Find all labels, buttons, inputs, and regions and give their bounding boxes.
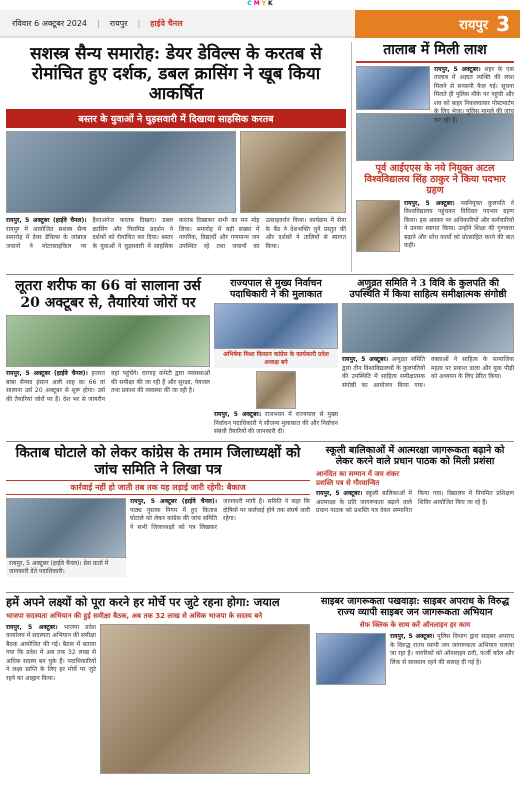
parade-photo <box>6 131 236 213</box>
cmyk-k: K <box>268 0 273 7</box>
committee-body <box>342 356 514 432</box>
scam-headline: किताब घोटाले को लेकर कांग्रेस के तमाम जिलाध्यक्षों को जांच समिति ने लिखा पत्र <box>15 445 301 478</box>
side-mid-body-text: नवनियुक्त कुलपति ने विश्वविद्यालय पहुंचकर विधिवत पदभार ग्रहण किया। इस अवसर पर अधिकारियों और कर्मचारियों ने उनका स्वागत किया। उन्होंने शिक्षा की गुणवत्ता बढ़ाने और शोध कार्यों को प्रोत्साहित करने की बात कही। <box>404 199 514 250</box>
promise-subhead: भाजपा सदस्यता अभियान की हुई समीक्षा बैठक, अब तक 32 लाख से अधिक भाजपा के सदस्य बने <box>6 611 263 620</box>
header-right <box>355 10 520 38</box>
cyber-body <box>390 633 514 773</box>
side-story-top <box>356 42 514 160</box>
urs-dateline: रायपुर, 5 अक्टूबर (हाईवे चैनल)। <box>6 370 88 378</box>
scam-dateline: रायपुर, 5 अक्टूबर (हाईवे चैनल)। <box>130 498 217 506</box>
governor-body-text: राजभवन में राज्यपाल से मुख्य निर्वाचन पदाधिकारी ने सौजन्य मुलाकात की और निर्वाचन संबंधी तैयारियों की जानकारी दी। <box>214 411 338 436</box>
lead-headline: सशस्त्र सैन्य समारोह: डेयर डेविल्स के करतब से रोमांचित हुए दर्शक, डबल क्रासिंग ने खूब किया आकर्षित <box>30 44 322 105</box>
appointee-portrait <box>256 371 296 409</box>
scam-subhead: कार्रवाई नहीं हो जाती तब तक यह लड़ाई जारी रहेगी: बैकाज <box>6 480 310 495</box>
city-name: रायपुर <box>459 18 489 33</box>
newspaper-brand: हाईवे चैनल <box>150 18 183 28</box>
governor-caption: अभिषेक मिश्रा किसान कांग्रेस के कार्यकारी प्रदेश अध्यक्ष बने <box>214 349 338 368</box>
promise-dateline: रायपुर, 5 अक्टूबर। <box>6 623 58 631</box>
scam-body <box>130 498 310 582</box>
school-headline: स्कूली बालिकाओं में आत्मरक्षा जागरूकता बढ़ाने को लेकर करने वाले प्रधान पाठक को मिली प्रशंसा <box>325 445 505 468</box>
horse-rider-photo <box>240 131 346 213</box>
story-governor <box>214 278 338 438</box>
cyber-headline: साइबर जागरूकता पखवाड़ा: साइबर अपराध के विरुद्ध राज्य व्यापी साइबर जन जागरूकता अभियान <box>320 596 510 619</box>
section-divider <box>6 592 514 593</box>
side-mid-headline: पूर्व आईएएस के नये नियुक्त अटल विश्वविद्यालय सिंह ठाकुर ने किया पदभार ग्रहण <box>364 163 506 197</box>
governor-dateline: रायपुर, 5 अक्टूबर। <box>214 411 261 419</box>
scam-body-text: पाठ्य पुस्तक निगम में हुए किताब घोटाले को लेकर कांग्रेस की जांच समिति ने सभी जिलाध्यक्षों को पत्र लिखकर जानकारी मांगी है। समिति ने कहा कि दोषियों पर कार्रवाई होने तक संघर्ष जारी रहेगा। <box>130 498 310 531</box>
committee-photo <box>342 303 514 353</box>
cyber-dateline: रायपुर, 5 अक्टूबर। <box>390 633 435 641</box>
cmyk-y: Y <box>261 0 267 7</box>
story-scam <box>6 445 310 589</box>
pond-photo <box>356 66 430 110</box>
side-story-mid <box>356 163 514 271</box>
urs-headline: लूतरा शरीफ का 66 वां सालाना उर्स 20 अक्टूबर से, तैयारियां जोरों पर <box>15 278 201 311</box>
separator-icon: | <box>137 18 141 28</box>
story-school <box>316 445 514 589</box>
school-body <box>316 490 514 578</box>
cmyk-m: M <box>253 0 260 7</box>
column-divider <box>351 42 352 272</box>
side-top-headline: तालाब में मिली लाश <box>356 42 514 63</box>
committee-body-text: अणुव्रत समिति द्वारा तीन विश्वविद्यालयों के कुलपतियों की उपस्थिति में साहित्य समीक्षात्मक संगोष्ठी का आयोजन किया गया। वक्ताओं ने साहित्य के सामाजिक महत्व पर प्रकाश डाला और युवा पीढ़ी को अध्ययन के लिए प्रेरित किया। <box>342 356 514 389</box>
school-subhead-2: प्रशस्ति पत्र से गौरवान्वित <box>316 479 380 488</box>
side-top-body <box>434 65 514 124</box>
edition-name: रायपुर <box>109 18 128 28</box>
lead-body-text: रायपुर में आयोजित सशस्त्र सैन्य समारोह में डेयर डेविल्स के जांबाज जवानों ने मोटरसाइकिल पर हैरतअंगेज करतब दिखाए। डबल क्रासिंग और पिरामिड प्रदर्शन ने दर्शकों को रोमांचित कर दिया। बस्तर के युवाओं ने घुड़सवारी में साहसिक करतब दिखाकर सभी का मन मोह लिया। समारोह में बड़ी संख्या में नागरिक, विद्यार्थी और गणमान्य जन उपस्थित रहे तथा जवानों का उत्साहवर्धन किया। कार्यक्रम में सेना के बैंड ने देशभक्ति धुनें प्रस्तुत कीं और दर्शकों ने तालियों से स्वागत किया। <box>6 217 346 250</box>
lead-banner: बस्तर के युवाओं ने घुड़सवारी में दिखाया साहसिक करतब <box>6 109 346 128</box>
urs-body-text: हजरत बाबा सैय्यद इंसान अली शाह का 66 वां सालाना उर्स 20 अक्टूबर से शुरू होगा। उर्स की तैयारियां जोरों पर हैं। देश भर से जायरीन यहां पहुंचेंगे। दरगाह कमेटी द्वारा व्यवस्थाओं की समीक्षा की जा रही है और सुरक्षा, पेयजल तथा प्रकाश की व्यवस्था की जा रही है। <box>6 370 210 403</box>
section-divider <box>6 441 514 442</box>
page-header <box>0 10 520 38</box>
press-conference-photo <box>6 498 126 558</box>
side-top-body-text: शहर के एक तालाब में अज्ञात व्यक्ति की लाश मिलने से सनसनी फैल गई। सूचना मिलते ही पुलिस मौके पर पहुंची और शव को बाहर निकलवाकर पोस्टमार्टम के लिए भेजा। पुलिस मामले की जांच कर रही है। <box>434 65 514 124</box>
school-body-text: स्कूली बालिकाओं में आत्मरक्षा के प्रति जागरूकता बढ़ाने वाले प्रधान पाठक को प्रशस्ति पत्र देकर सम्मानित किया गया। विद्यालय में नियमित प्रशिक्षण शिविर आयोजित किए जा रहे हैं। <box>316 490 514 515</box>
promise-body-left <box>6 624 96 774</box>
lead-story <box>6 42 346 264</box>
side-top-dateline: रायपुर, 5 अक्टूबर। <box>434 65 481 73</box>
issue-date: रविवार 6 अक्टूबर 2024 <box>12 18 88 28</box>
cmyk-c: C <box>247 0 252 7</box>
story-promise <box>6 596 310 786</box>
urs-photo <box>6 315 210 367</box>
lead-dateline: रायपुर, 5 अक्टूबर (हाईवे चैनल)। <box>6 217 87 225</box>
scam-caption: रायपुर, 5 अक्टूबर (हाईवे चैनल)। प्रेस वार्ता में जानकारी देते पदाधिकारी। <box>6 558 126 577</box>
governor-headline: राज्यपाल से मुख्य निर्वाचन पदाधिकारी ने की मुलाकात <box>229 278 322 301</box>
cyber-body-text: पुलिस विभाग द्वारा साइबर अपराध के विरुद्ध राज्य व्यापी जन जागरूकता अभियान चलाया जा रहा है। नागरिकों को ऑनलाइन ठगी, फर्जी कॉल और लिंक से सावधान रहने की सलाह दी गई है। <box>390 633 514 666</box>
side-mid-body <box>404 200 514 278</box>
committee-dateline: रायपुर, 5 अक्टूबर। <box>342 356 389 364</box>
cyber-subhead: सेफ क्लिक के साथ करें ऑनलाइन हर काम <box>359 621 471 630</box>
header-left <box>0 10 355 38</box>
school-dateline: रायपुर, 5 अक्टूबर। <box>316 490 363 498</box>
promise-body-text: भाजपा प्रदेश कार्यालय में सदस्यता अभियान की समीक्षा बैठक आयोजित की गई। बैठक में बताया गया कि प्रदेश में अब तक 32 लाख से अधिक सदस्य बन चुके हैं। पदाधिकारियों ने लक्ष्य प्राप्ति के लिए हर मोर्चे पर जुटे रहने का आह्वान किया। <box>6 623 96 682</box>
side-mid-dateline: रायपुर, 5 अक्टूबर। <box>404 199 455 207</box>
story-committee <box>342 278 514 438</box>
committee-headline: अणुव्रत समिति ने 3 विवि के कुलपति की उपस्थिति में किया साहित्य समीक्षात्मक संगोष्ठी <box>349 278 507 301</box>
story-cyber <box>316 596 514 786</box>
color-registration-mark <box>0 0 520 10</box>
promise-headline: हमें अपने लक्ष्यों को पूरा करने हर मोर्चे पर जुटे रहना होगा: जयाल <box>6 595 280 609</box>
separator-icon: | <box>97 18 100 28</box>
section-divider <box>6 274 514 275</box>
official-portrait <box>356 200 400 252</box>
urs-body <box>6 370 210 436</box>
governor-photo <box>214 303 338 349</box>
story-urs <box>6 278 210 438</box>
meeting-photo <box>100 624 310 774</box>
school-subhead-1: आनंदित का सम्मान में जय शंकर <box>316 470 400 479</box>
cyber-photo <box>316 633 386 685</box>
page-number: 3 <box>496 12 510 36</box>
